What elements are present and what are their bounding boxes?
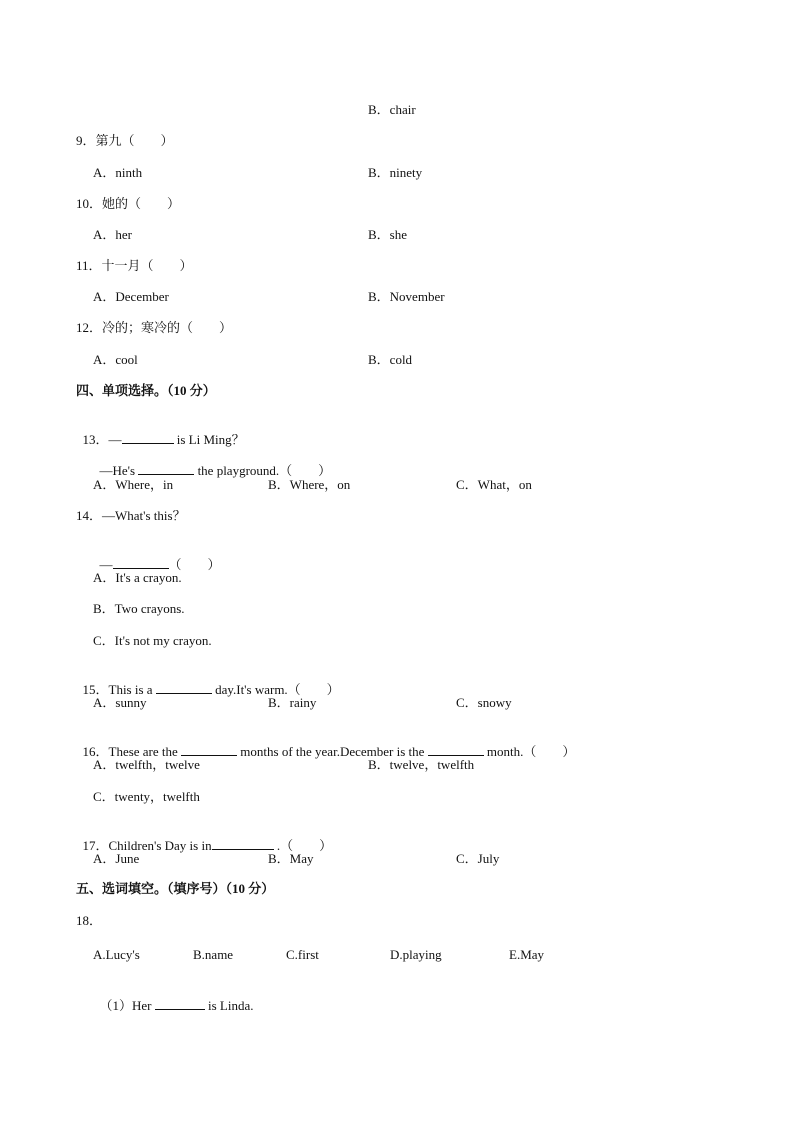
answer-blank bbox=[181, 743, 237, 756]
q16-prefix: 16．These are the bbox=[82, 744, 182, 759]
q11-option-b: B．November bbox=[368, 289, 445, 304]
q14-option-c: C．It's not my crayon. bbox=[93, 633, 212, 648]
q18-sub1-prefix: （1）Her bbox=[99, 998, 155, 1013]
q17-suffix: .（ ） bbox=[273, 838, 333, 853]
q12-option-a: A．cool bbox=[93, 352, 138, 367]
answer-blank bbox=[113, 556, 169, 569]
q15-option-c: C．snowy bbox=[456, 695, 512, 710]
section-5-heading: 五、选词填空。（填序号）（10 分） bbox=[76, 881, 275, 896]
q13-option-a: A．Where，in bbox=[93, 477, 174, 492]
q15-option-a: A．sunny bbox=[93, 695, 147, 710]
answer-blank bbox=[122, 431, 174, 444]
q14-stem: 14．—What's this？ bbox=[76, 508, 186, 523]
q15-suffix: day.It's warm.（ ） bbox=[211, 682, 340, 697]
q14-line2-prefix: — bbox=[99, 557, 113, 572]
q16-option-b: B．twelve，twelfth bbox=[368, 757, 475, 772]
q13-line-2 bbox=[93, 444, 331, 480]
answer-blank bbox=[138, 462, 194, 475]
q18-sub1-suffix: is Linda. bbox=[204, 998, 254, 1013]
q15-prefix: 15．This is a bbox=[82, 682, 156, 697]
q9-option-b: B．ninety bbox=[368, 165, 423, 180]
q10-stem: 10．她的（ ） bbox=[76, 196, 181, 211]
q18-choice-b: B.name bbox=[193, 947, 234, 962]
q9-option-a: A．ninth bbox=[93, 165, 143, 180]
q17-option-a: A．June bbox=[93, 851, 140, 866]
q18-sub-1 bbox=[93, 979, 254, 1015]
q10-option-b: B．she bbox=[368, 227, 408, 242]
q13-option-c: C．What，on bbox=[456, 477, 532, 492]
q15-option-b: B．rainy bbox=[268, 695, 317, 710]
answer-blank bbox=[156, 681, 212, 694]
answer-blank bbox=[212, 837, 274, 850]
q16-option-a: A．twelfth，twelve bbox=[93, 757, 200, 772]
q13-line2-prefix: —He's bbox=[99, 463, 139, 478]
q13-option-b: B．Where，on bbox=[268, 477, 351, 492]
q13-line1-prefix: 13．— bbox=[82, 432, 122, 447]
q18-choice-c: C.first bbox=[286, 947, 319, 962]
section-4-heading: 四、单项选择。（10 分） bbox=[76, 383, 216, 398]
q11-option-a: A．December bbox=[93, 289, 169, 304]
q14-option-b: B．Two crayons. bbox=[93, 601, 185, 616]
q18-choice-e: E.May bbox=[509, 947, 545, 962]
q14-line2-suffix: （ ） bbox=[168, 557, 221, 572]
q9-stem: 9．第九（ ） bbox=[76, 133, 174, 148]
q8-option-b: B．chair bbox=[368, 102, 416, 117]
q18-number: 18． bbox=[76, 913, 103, 928]
q13-line1-suffix: is Li Ming？ bbox=[173, 432, 245, 447]
answer-blank bbox=[155, 997, 205, 1010]
q18-choice-d: D.playing bbox=[390, 947, 442, 962]
q14-option-a: A．It's a crayon. bbox=[93, 570, 182, 585]
q17-option-b: B．May bbox=[268, 851, 314, 866]
q11-stem: 11．十一月（ ） bbox=[76, 258, 193, 273]
q16-option-c: C．twenty，twelfth bbox=[93, 789, 200, 804]
q12-stem: 12．冷的；寒冷的（ ） bbox=[76, 320, 233, 335]
q12-option-b: B．cold bbox=[368, 352, 413, 367]
q18-choice-a: A.Lucy's bbox=[93, 947, 140, 962]
answer-blank bbox=[428, 743, 484, 756]
q16-middle: months of the year.December is the bbox=[237, 744, 428, 759]
q17-option-c: C．July bbox=[456, 851, 500, 866]
q13-line2-suffix: the playground.（ ） bbox=[194, 463, 332, 478]
q16-suffix: month.（ ） bbox=[483, 744, 576, 759]
q17-prefix: 17．Children's Day is in bbox=[82, 838, 212, 853]
q10-option-a: A．her bbox=[93, 227, 132, 242]
